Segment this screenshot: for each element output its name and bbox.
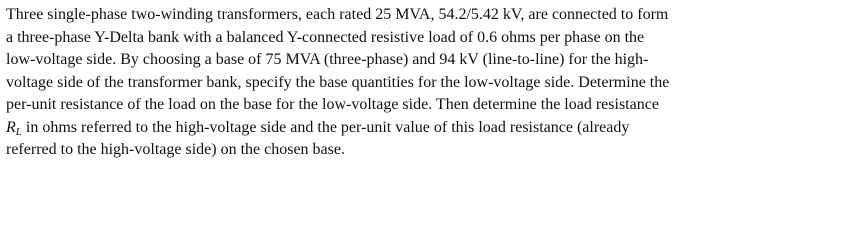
problem-line-5: per-unit resistance of the load on the base for the low-voltage side. Then determine the load resistance [6,96,659,113]
problem-line-1: Three single-phase two-winding transformers, each rated 25 MVA, 54.2/5.42 kV, are connected to form [6,6,669,23]
problem-text [6,4,836,162]
problem-line-6 [6,117,836,140]
problem-line-4: voltage side of the transformer bank, specify the base quantities for the low-voltage side. Determine the [6,73,670,91]
load-resistance-symbol [6,119,22,136]
problem-line-3: low-voltage side. By choosing a base of 75 MVA (three-phase) and 94 kV (line-to-line) for the high- [6,51,649,68]
load-resistance-subscript: L [15,125,22,138]
problem-line-6-text: in ohms referred to the high-voltage side and the per-unit value of this load resistance (already [21,118,630,136]
problem-line-2: a three-phase Y-Delta bank with a balanced Y-connected resistive load of 0.6 ohms per phase on the [6,28,645,46]
load-resistance-symbol-letter: R [6,118,16,136]
problem-line-7: referred to the high-voltage side) on the chosen base. [6,141,345,158]
